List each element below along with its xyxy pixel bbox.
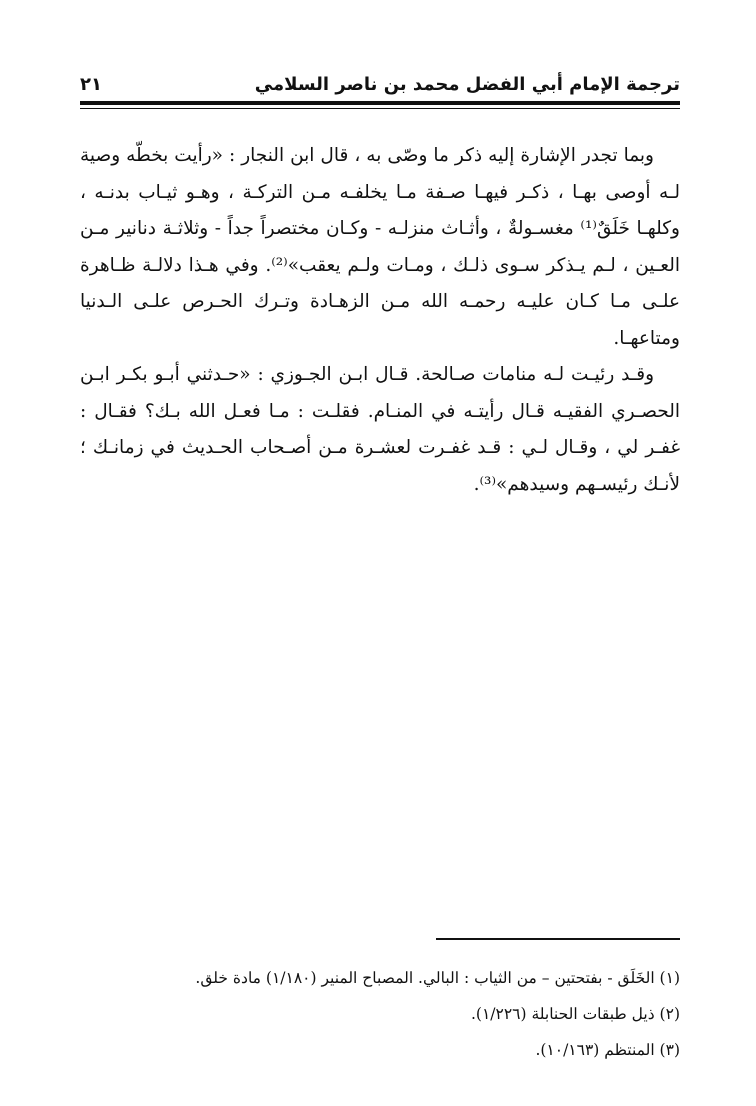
page-header: [80, 70, 680, 102]
footnote-2: (٢) ذيل طبقات الحنابلة (١/٢٢٦).: [470, 1005, 680, 1023]
footnote-separator: [436, 938, 680, 940]
footnote-3: (٣) المنتظم (١٠/١٦٣).: [535, 1041, 680, 1059]
body-text: [80, 138, 680, 503]
footnotes: [80, 960, 680, 1068]
footnote-1: (١) الخَلَق - بفتحتين – من الثياب : البالي. المصباح المنير (١/١٨٠) مادة خلق.: [195, 969, 680, 987]
header-rule-thin: [80, 108, 680, 109]
header-rule-thick: [80, 101, 680, 105]
paragraph-2: وقـد رئيـت لـه منامات صـالحة. قـال ابـن الجـوزي : «حـدثني أبـو بكـر ابـن الحصـري الفقيـه قـال رأيتـه في المنـام. فقلـت : مـا فعـل الله بـك؟ فقـال : غفـر لي ، وقـال لـي : قـد غفـرت لعشـرة مـن أصـحاب الحـديث في زمانـك ؛ لأنـك رئيسـهم وسيدهم»⁽³⁾.: [80, 364, 680, 495]
paragraph-1: وبما تجدر الإشارة إليه ذكر ما وصّى به ، قال ابن النجار : «رأيت بخطّه وصية لـه أوصى بهـا ، ذكـر فيهـا صـفة مـا يخلفـه مـن التركـة ، وهـو ثيـاب بدنـه ، وكلهـا خَلَقٌ⁽¹⁾ مغسـولةٌ ، وأثـاث منزلـه - وكـان مختصراً جداً - وثلاثـة دنانير مـن العـين ، لـم يـذكر سـوى ذلـك ، ومـات ولـم يعقب»⁽²⁾. وفي هـذا دلالـة ظـاهرة علـى مـا كـان عليـه رحمـه الله مـن الزهـادة وتـرك الحـرص علـى الـدنيا ومتاعهـا.: [80, 145, 680, 349]
page-number: ٢١: [80, 74, 102, 95]
running-title: ترجمة الإمام أبي الفضل محمد بن ناصر السلامي: [254, 74, 680, 95]
